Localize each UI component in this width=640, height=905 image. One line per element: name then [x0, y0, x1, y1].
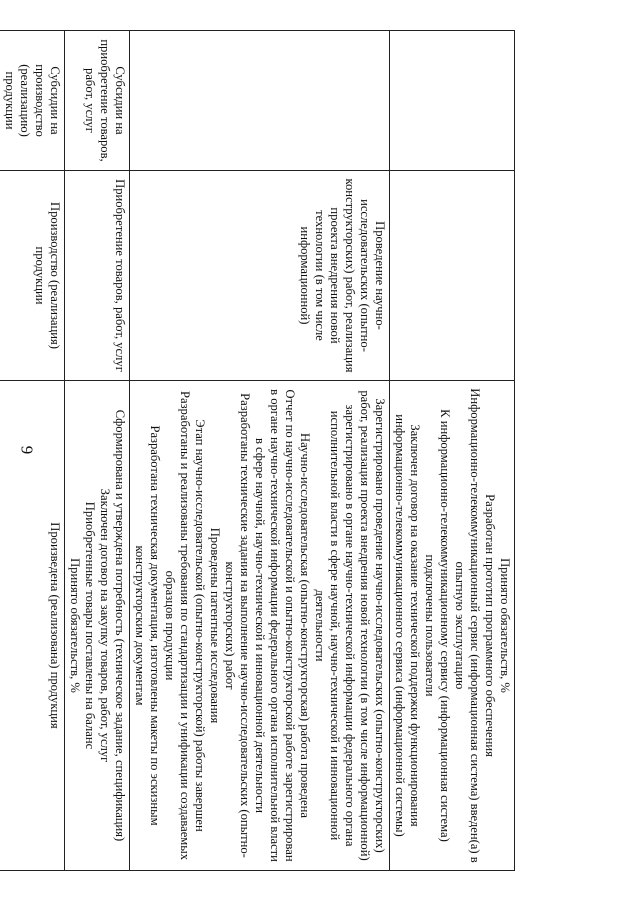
result-line: Зарегистрировано проведение научно-исследовательских (опытно-конструкторских) работ, реализация проекта внедрения новой технологии (в том числе информационной) зарегистрировано в органе научно-технической информации федерального органа исполнительной власти в сфере научной, научно-технической и инновационной деятельности	[313, 390, 387, 861]
result-line: Приобретенные товары поставлены на баланс	[83, 501, 97, 750]
result-line: Заключен договор на оказание технической поддержки функционирования информационно-телекоммуникационного сервиса (информационной системы)	[393, 414, 422, 837]
result-line: Информационно-телекоммуникационный сервис (информационная система) введен(а) в опытную эксплуатацию	[453, 388, 482, 863]
table-row	[130, 31, 390, 871]
result-line: Сформирована и утверждена потребность (техническое задание, спецификация)	[113, 409, 127, 842]
measures-table	[0, 30, 515, 871]
table-row	[390, 31, 515, 871]
result-line: Принято обязательств, %	[498, 558, 512, 693]
cell-subsidy-type: Субсидии на приобретение товаров, работ, услуг	[65, 31, 130, 171]
cell-subsidy-type	[130, 31, 390, 171]
result-line: Научно-исследовательская (опытно-конструкторская) работа проведена	[298, 433, 312, 818]
result-line: Отчет по научно-исследовательской и опытно-конструкторской работе зарегистрирован в органе научно-технической информации федерального органа исполнительной власти в сфере научной, научно-технической и инновационной деятельности	[253, 389, 297, 862]
cell-results	[65, 381, 130, 871]
result-line: Разработаны технические задания на выполнение научно-исследовательских (опытно-конструкторских) работ	[223, 393, 252, 858]
cell-event: Производство (реализация) продукции	[0, 171, 65, 381]
result-line: Разработана техническая документация, изготовлены макеты по эскизным конструкторским документам	[133, 425, 162, 826]
page-number: 9	[17, 445, 37, 455]
cell-event	[390, 171, 515, 381]
cell-event: Проведение научно-исследовательских (опытно-конструкторских) работ, реализация проекта внедрения новой технологии (в том числе информационной)	[130, 171, 390, 381]
result-line: Произведена (реализована) продукция	[48, 522, 62, 729]
cell-event: Приобретение товаров, работ, услуг	[65, 171, 130, 381]
cell-subsidy-type	[390, 31, 515, 171]
result-line: Разработаны и реализованы требования по стандартизации и унификации создаваемых образцов продукции	[163, 390, 192, 861]
table-row	[65, 31, 130, 871]
cell-subsidy-type: Субсидии на производство (реализацию) продукции	[0, 31, 65, 171]
result-line: Разработан прототип программного обеспечения	[483, 494, 497, 757]
result-line: К информационно-телекоммуникационному сервису (информационная система) подключены пользователи	[423, 409, 452, 842]
cell-results	[390, 381, 515, 871]
table-row	[0, 31, 65, 871]
rotated-table-wrapper	[3, 30, 515, 870]
result-line: Заключен договор на закупку товаров, работ, услуг	[98, 488, 112, 763]
cell-results	[130, 381, 390, 871]
result-line: Проведены патентные исследования	[208, 527, 222, 724]
result-line: Принято обязательств, %	[68, 558, 82, 693]
result-line: Этап научно-исследовательской (опытно-конструкторской) работы завершен	[193, 419, 207, 832]
cell-results	[0, 381, 65, 871]
